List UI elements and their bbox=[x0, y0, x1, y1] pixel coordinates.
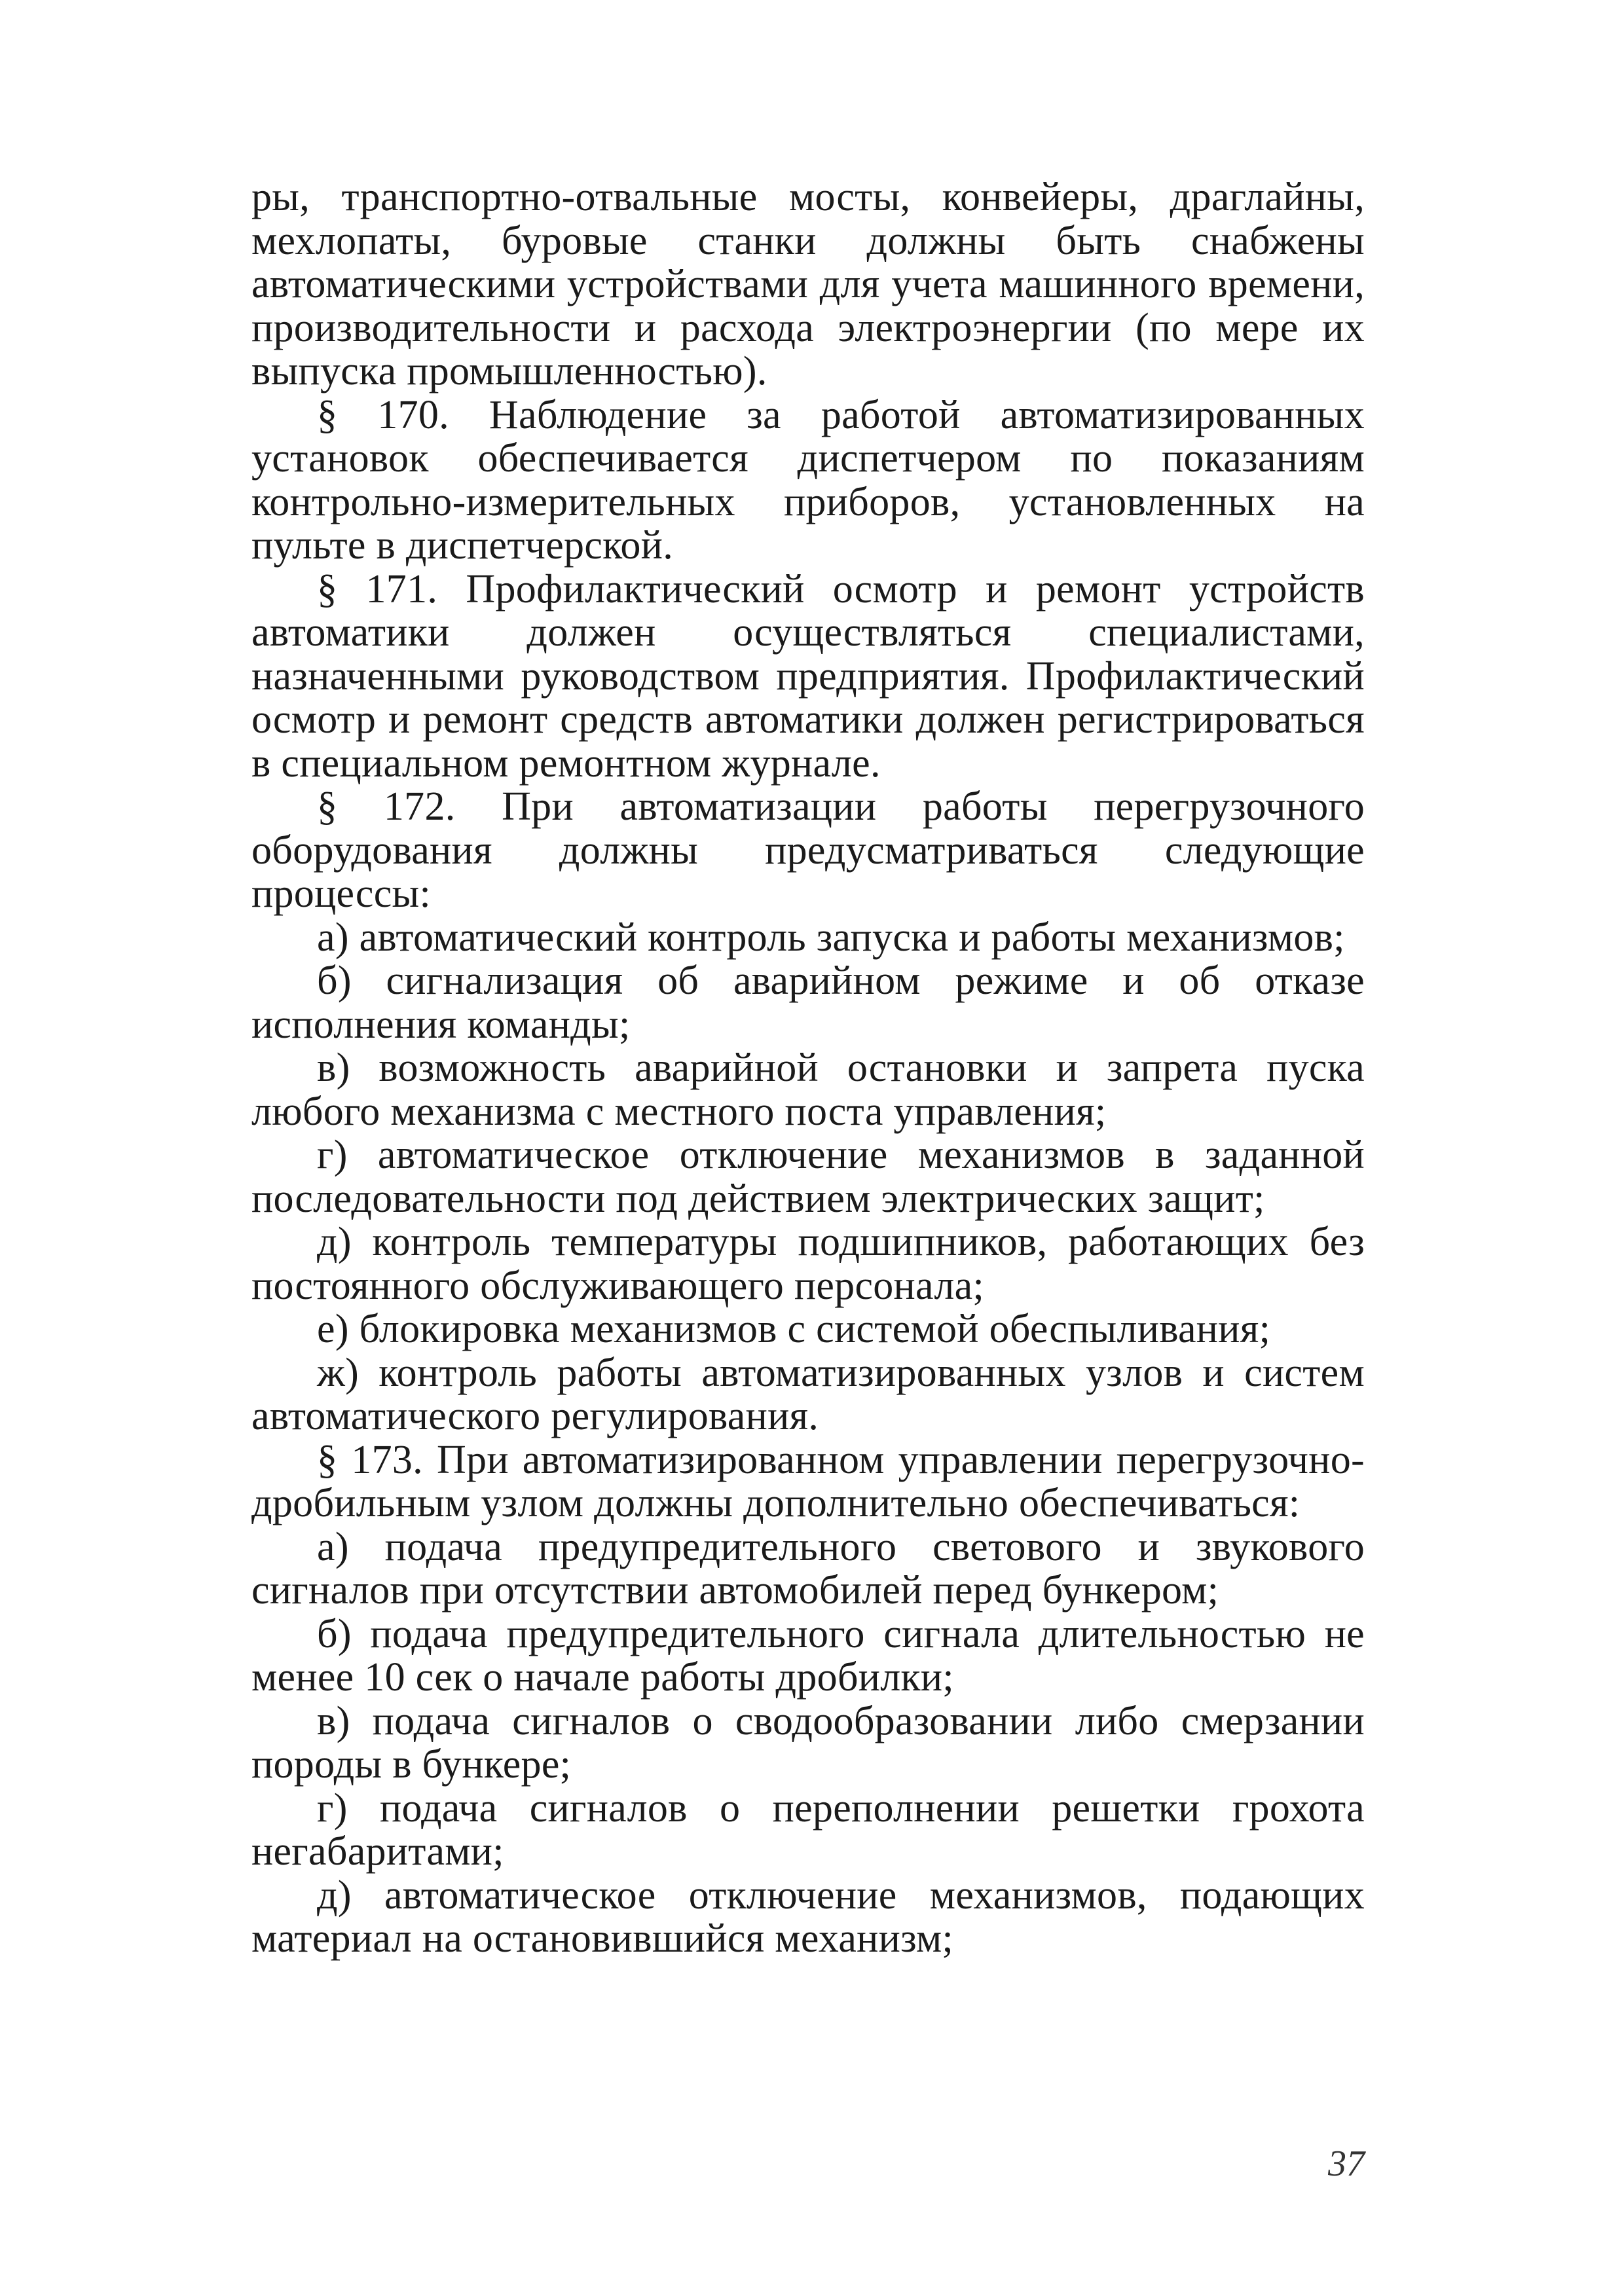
list-item-173-v: в) подача сигналов о сводообразовании либо смерзании породы в бункере; bbox=[251, 1698, 1365, 1787]
paragraph-section-173: § 173. При автоматизированном управлении перегрузочно-дробильным узлом должны дополнительно обеспечиваться: bbox=[251, 1437, 1365, 1525]
list-item-173-d: д) автоматическое отключение механизмов, подающих материал на остановившийся механизм; bbox=[251, 1872, 1365, 1961]
list-item-172-g: г) автоматическое отключение механизмов в заданной последовательности под действием электрических защит; bbox=[251, 1133, 1365, 1221]
paragraph-section-172: § 172. При автоматизации работы перегрузочного оборудования должны предусматриваться следующие процессы: bbox=[251, 784, 1365, 916]
list-item-172-e: е) блокировка механизмов с системой обеспыливания; bbox=[317, 1307, 1271, 1351]
paragraph-section-171: § 171. Профилактический осмотр и ремонт устройств автоматики должен осуществляться специалистами, назначенными руководством предприятия. Профилактический осмотр и ремонт средств автоматики должен регистрироваться в специальном ремонтном журнале. bbox=[251, 566, 1365, 786]
list-item-173-g: г) подача сигналов о переполнении решетки грохота негабаритами; bbox=[251, 1785, 1365, 1874]
body-text bbox=[251, 175, 1365, 1961]
list-item-172-d: д) контроль температуры подшипников, работающих без постоянного обслуживающего персонала; bbox=[251, 1220, 1365, 1308]
list-item-173-b: б) подача предупредительного сигнала длительностью не менее 10 сек о начале работы дробилки; bbox=[251, 1611, 1365, 1700]
list-item-172-zh: ж) контроль работы автоматизированных узлов и систем автоматического регулирования. bbox=[251, 1350, 1365, 1438]
list-item-172-a: а) автоматический контроль запуска и работы механизмов; bbox=[317, 915, 1345, 960]
document-page bbox=[251, 175, 1365, 2184]
list-item-172-v: в) возможность аварийной остановки и запрета пуска любого механизма с местного поста управления; bbox=[251, 1046, 1365, 1134]
paragraph-section-170: § 170. Наблюдение за работой автоматизированных установок обеспечивается диспетчером по показаниям контрольно-измерительных приборов, установленных на пульте в диспетчерской. bbox=[251, 392, 1365, 568]
list-item-173-a: а) подача предупредительного светового и звукового сигналов при отсутствии автомобилей перед бункером; bbox=[251, 1524, 1365, 1613]
paragraph-intro: ры, транспортно-отвальные мосты, конвейеры, драглайны, мехлопаты, буровые станки должны быть снабжены автоматическими устройствами для учета машинного времени, производительности и расхода электроэнергии (по мере их выпуска промышленностью). bbox=[251, 175, 1365, 393]
page-number: 37 bbox=[1328, 2143, 1365, 2184]
list-item-172-b: б) сигнализация об аварийном режиме и об отказе исполнения команды; bbox=[251, 958, 1365, 1047]
